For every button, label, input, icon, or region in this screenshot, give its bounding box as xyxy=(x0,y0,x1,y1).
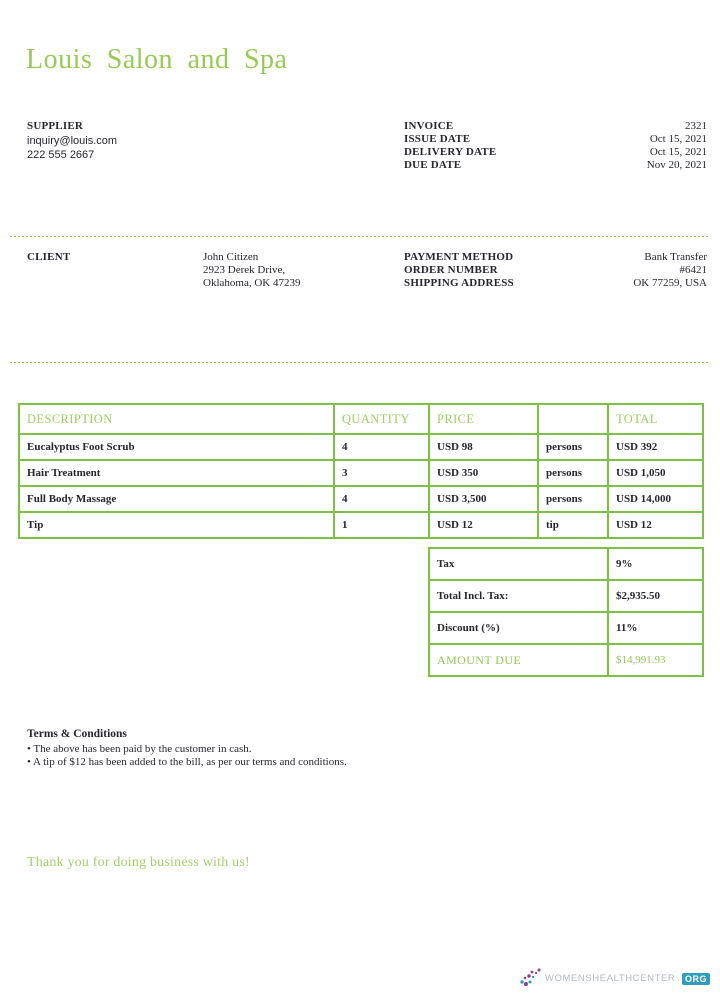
invoice-meta-block xyxy=(404,120,707,172)
due-date-value: Nov 20, 2021 xyxy=(646,159,707,171)
item-description: Hair Treatment xyxy=(19,460,334,486)
total-incl-tax-label: Total Incl. Tax: xyxy=(429,580,608,612)
table-row xyxy=(19,512,703,538)
due-date-label: DUE DATE xyxy=(404,159,462,171)
total-incl-tax-row xyxy=(429,580,703,612)
items-header-row xyxy=(19,404,703,434)
table-row xyxy=(19,434,703,460)
footer-logo xyxy=(519,964,710,993)
issue-date-value: Oct 15, 2021 xyxy=(649,133,707,145)
invoice-number-row xyxy=(404,120,707,133)
shipping-address-row xyxy=(404,277,707,290)
tax-row xyxy=(429,548,703,580)
item-price: USD 12 xyxy=(429,512,538,538)
logo-dot: . xyxy=(677,973,680,984)
table-row xyxy=(19,486,703,512)
company-name: Louis Salon and Spa xyxy=(26,44,288,75)
client-info-block xyxy=(203,251,300,290)
dotted-divider-top xyxy=(10,236,710,237)
dotted-divider-middle xyxy=(10,362,710,363)
col-header-quantity: QUANTITY xyxy=(334,404,429,434)
discount-label: Discount (%) xyxy=(429,612,608,644)
amount-due-row xyxy=(429,644,703,676)
thank-you-note: Thank you for doing business with us! xyxy=(27,855,250,870)
invoice-number-value: 2321 xyxy=(685,120,707,132)
order-number-label: ORDER NUMBER xyxy=(404,264,498,276)
client-address-line1: 2923 Derek Drive, xyxy=(203,264,286,276)
invoice-number-label: INVOICE xyxy=(404,120,454,132)
item-unit: persons xyxy=(538,486,608,512)
issue-date-row xyxy=(404,133,707,146)
item-quantity: 3 xyxy=(334,460,429,486)
item-description: Tip xyxy=(19,512,334,538)
item-quantity: 4 xyxy=(334,434,429,460)
payment-method-row xyxy=(404,251,707,264)
logo-dots-icon xyxy=(519,964,543,993)
item-unit: tip xyxy=(538,512,608,538)
issue-date-label: ISSUE DATE xyxy=(404,133,471,145)
terms-title: Terms & Conditions xyxy=(27,728,127,740)
item-quantity: 4 xyxy=(334,486,429,512)
payment-method-label: PAYMENT METHOD xyxy=(404,251,514,263)
payment-method-value: Bank Transfer xyxy=(644,251,707,263)
tax-value: 9% xyxy=(608,548,703,580)
item-total: USD 1,050 xyxy=(608,460,703,486)
shipping-address-value: OK 77259, USA xyxy=(633,277,707,289)
supplier-phone: 222 555 2667 xyxy=(27,149,95,161)
item-price: USD 98 xyxy=(429,434,538,460)
item-total: USD 392 xyxy=(608,434,703,460)
client-name: John Citizen xyxy=(203,251,259,263)
item-price: USD 3,500 xyxy=(429,486,538,512)
payment-block xyxy=(404,251,707,290)
item-price: USD 350 xyxy=(429,460,538,486)
supplier-block xyxy=(27,120,117,164)
col-header-price: PRICE xyxy=(429,404,538,434)
item-unit: persons xyxy=(538,460,608,486)
order-number-value: #6421 xyxy=(679,264,707,276)
total-incl-tax-value: $2,935.50 xyxy=(608,580,703,612)
item-quantity: 1 xyxy=(334,512,429,538)
item-description: Full Body Massage xyxy=(19,486,334,512)
delivery-date-label: DELIVERY DATE xyxy=(404,146,497,158)
shipping-address-label: SHIPPING ADDRESS xyxy=(404,277,514,289)
col-header-unit xyxy=(538,404,608,434)
table-row xyxy=(19,460,703,486)
amount-due-value: $14,991.93 xyxy=(608,644,703,676)
item-description: Eucalyptus Foot Scrub xyxy=(19,434,334,460)
item-unit: persons xyxy=(538,434,608,460)
client-label: CLIENT xyxy=(27,251,71,263)
logo-tld-badge: ORG xyxy=(682,973,710,985)
items-table xyxy=(18,403,704,539)
item-total: USD 14,000 xyxy=(608,486,703,512)
terms-block xyxy=(27,728,347,770)
col-header-description: DESCRIPTION xyxy=(19,404,334,434)
order-number-row xyxy=(404,264,707,277)
col-header-total: TOTAL xyxy=(608,404,703,434)
terms-item: • A tip of $12 has been added to the bill, as per our terms and conditions. xyxy=(27,756,347,768)
logo-site-name: WOMENSHEALTHCENTER xyxy=(544,973,676,984)
discount-row xyxy=(429,612,703,644)
totals-table xyxy=(428,547,704,677)
delivery-date-row xyxy=(404,146,707,159)
due-date-row xyxy=(404,159,707,172)
amount-due-label: AMOUNT DUE xyxy=(429,644,608,676)
discount-value: 11% xyxy=(608,612,703,644)
supplier-email: inquiry@louis.com xyxy=(27,134,118,147)
terms-item: • The above has been paid by the customer in cash. xyxy=(27,742,252,755)
client-address-line2: Oklahoma, OK 47239 xyxy=(203,277,301,289)
item-total: USD 12 xyxy=(608,512,703,538)
tax-label: Tax xyxy=(429,548,608,580)
supplier-label: SUPPLIER xyxy=(27,120,83,132)
delivery-date-value: Oct 15, 2021 xyxy=(649,146,707,158)
